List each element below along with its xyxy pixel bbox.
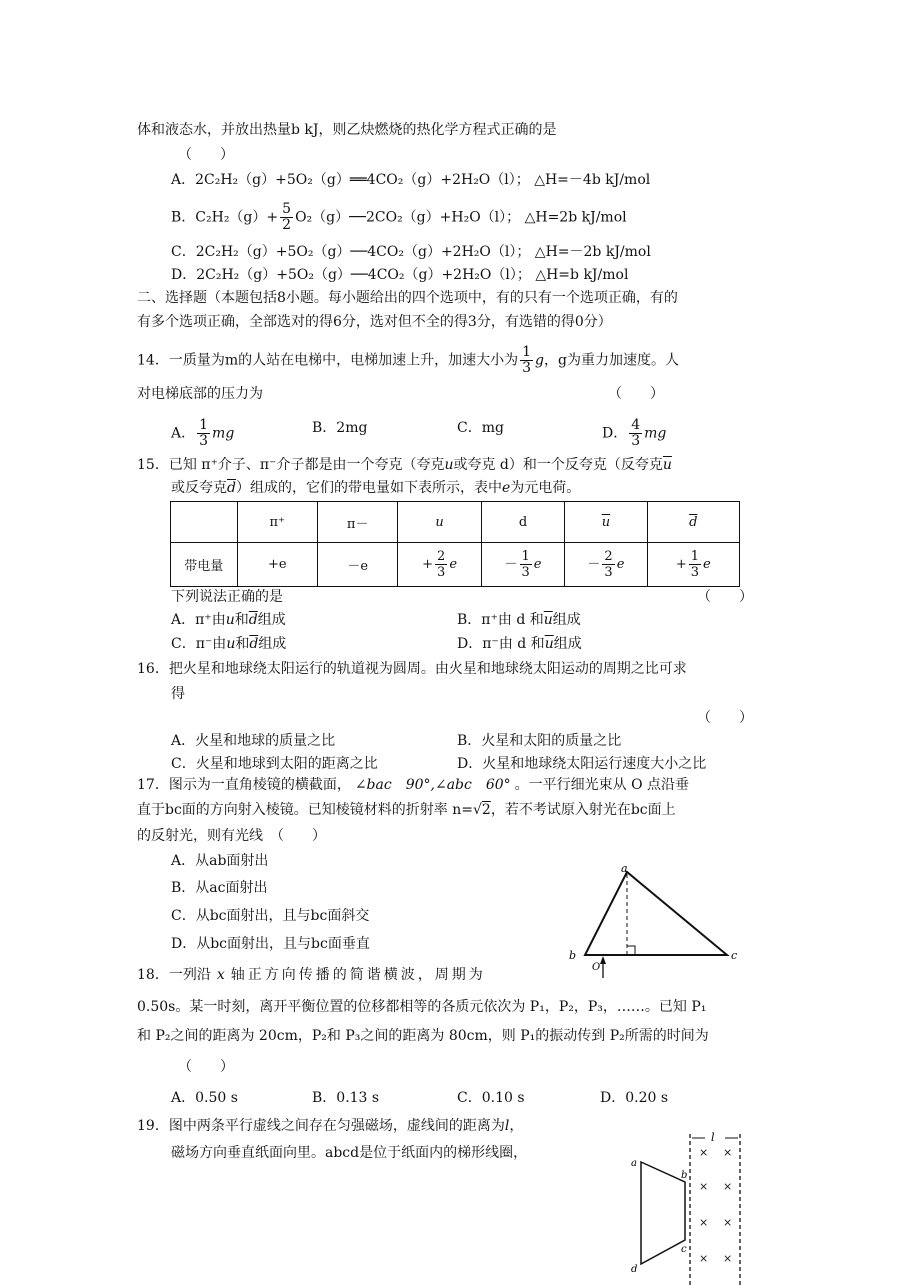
q19-line2: 磁场方向垂直纸面向里。abcd是位于纸面内的梯形线圈， (171, 1145, 528, 1161)
q15-l2b: ）组成的，它们的带电量如下表所示，表中 (235, 480, 502, 496)
q17-l1b: 。一平行细光束从 O 点沿垂 (514, 777, 690, 793)
table-cell-pi-minus: －e (317, 543, 397, 587)
right-angle-mark (627, 946, 635, 955)
table-cell-pi-plus: +e (237, 543, 317, 587)
q15-line1 (137, 455, 672, 475)
cell-dbar-frac (689, 549, 701, 580)
q15-c-bar: $\overline{d}$ (249, 636, 259, 652)
q15-l1-ubar: $\overline{u}$ (662, 457, 672, 473)
label-d: d (631, 1264, 638, 1275)
q14-opt-a-num: 1 (199, 417, 209, 433)
q14-line2: 对电梯底部的压力为 (137, 386, 263, 402)
ray-arrow-icon (600, 956, 606, 964)
q15-c-post: 组成 (258, 636, 287, 652)
q15-d-bar: $\overline{u}$ (544, 636, 554, 652)
q13-frac-den: 2 (282, 217, 292, 233)
q15-d-pre: D．π⁻由 d 和 (457, 636, 545, 652)
q16-option-d: D．火星和地球绕太阳运行速度大小之比 (457, 756, 707, 772)
q14-frac-den: 3 (522, 360, 532, 376)
q17-l1a: 17．图示为一直角棱镜的横截面， (137, 777, 351, 793)
table-cell-dbar (647, 543, 739, 587)
q18-l1a: 18．一列沿 (137, 967, 211, 983)
magnetic-field-figure (625, 1126, 775, 1286)
q15-l1b: 或夸克 d）和一个反夸克（反夸克 (453, 457, 663, 473)
field-cross-icon: × (723, 1146, 733, 1159)
q14-var: g (535, 352, 544, 369)
q18-line3: 和 P₂之间的距离为 20cm，P₂和 P₃之间的距离为 80cm，则 P₁的振动传到 P₂所需的时间为 (137, 1028, 709, 1044)
prism-triangle (585, 872, 727, 955)
label-a: a (631, 1158, 637, 1169)
cell-dbar-sign: + (675, 557, 687, 572)
q15-l1-u: u (444, 457, 454, 473)
cell-dbar-e: e (703, 557, 711, 572)
q18-option-d: D．0.20 s (600, 1090, 669, 1106)
q15-c-mid: 和 (235, 636, 250, 652)
q18-option-c: C．0.10 s (457, 1090, 525, 1106)
field-cross-icon: × (699, 1252, 709, 1265)
q19-l1a: 19．图中两条平行虚线之间存在匀强磁场，虚线间的距离为 (137, 1118, 505, 1134)
q17-option-c: C．从bc面射出，且与bc面斜交 (171, 908, 370, 924)
q15-line2 (171, 478, 580, 498)
q13-line1: 体和液态水，并放出热量b kJ，则乙炔燃烧的热化学方程式正确的是 (137, 122, 557, 138)
q13-frac-num: 5 (282, 201, 292, 217)
q13-option-b-pre: B．C₂H₂（g）+ (171, 209, 279, 226)
q14-opt-a-var: mg (212, 425, 235, 442)
cell-d-sign: － (504, 557, 518, 572)
q17-l2b: ，若不考试原入射光在bc面上 (490, 802, 676, 818)
q18-bracket: （ ） (178, 1059, 234, 1075)
field-cross-icon: × (723, 1180, 733, 1193)
cell-ubar-sign: － (587, 557, 601, 572)
q14-opt-a-label: A． (171, 425, 196, 442)
q16-bracket: （ ） (697, 710, 753, 726)
q14-opt-d-label: D． (602, 425, 628, 442)
q15-c-pre: C．π⁻由 (171, 636, 227, 652)
cell-ubar-num: 2 (604, 549, 613, 564)
q13-bracket: （ ） (178, 147, 234, 163)
table-header-pi-plus: π⁺ (237, 502, 317, 543)
q14-opt-d-var: mg (644, 425, 667, 442)
cell-dbar-num: 1 (690, 549, 700, 564)
q15-a-u: u (225, 612, 235, 628)
q19-l1b: ， (509, 1118, 524, 1134)
label-c: c (681, 1244, 687, 1255)
q14-opt-a-frac (197, 418, 210, 449)
cell-u-sign: + (422, 557, 434, 572)
q16-line1: 16．把火星和地球绕太阳运行的轨道视为圆周。由火星和地球绕太阳运动的周期之比可求 (137, 661, 687, 677)
cell-d-frac (520, 549, 532, 580)
q14-option-a (171, 418, 234, 449)
cell-u-num: 2 (437, 549, 446, 564)
width-label-l: l (711, 1131, 715, 1144)
q15-d-post: 组成 (553, 636, 582, 652)
q15-bracket: （ ） (697, 589, 753, 605)
prism-figure (565, 860, 745, 980)
table-header-pi-minus: π－ (317, 502, 397, 543)
q15-a-pre: A．π⁺由 (171, 612, 226, 628)
q16-option-a: A．火星和地球的质量之比 (171, 733, 336, 749)
q14-bracket: （ ） (608, 386, 664, 402)
label-b: b (569, 949, 577, 962)
q15-option-a (171, 610, 286, 630)
q14-option-c: C．mg (457, 420, 504, 436)
q14-post: ，g为重力加速度。人 (543, 352, 679, 369)
q13-option-d: D．2C₂H₂（g）+5O₂（g）──4CO₂（g）+2H₂O（l）； △H=b kJ/mol (171, 267, 629, 283)
q15-a-post: 组成 (257, 612, 286, 628)
q15-l2c: 为元电荷。 (510, 480, 581, 496)
cell-ubar-den: 3 (604, 565, 613, 580)
table-header-u: u (398, 502, 481, 543)
label-o: O (592, 962, 601, 973)
q14-opt-d-den: 3 (631, 433, 641, 449)
q16-line2: 得 (171, 686, 185, 702)
q15-l2-dbar: $\overline{d}$ (227, 480, 236, 496)
table-row-label: 带电量 (171, 543, 238, 587)
q17-line3: 的反射光，则有光线 （ ） (137, 828, 326, 844)
q18-option-b: B．0.13 s (312, 1090, 380, 1106)
q14-option-d (602, 418, 666, 449)
charge-table (170, 501, 740, 587)
q17-option-a: A．从ab面射出 (171, 853, 269, 869)
q13-option-b-post: O₂（g）──2CO₂（g）+H₂O（l）； △H=2b kJ/mol (295, 209, 627, 226)
cell-ubar-e: e (616, 557, 625, 572)
q13-option-c: C．2C₂H₂（g）+5O₂（g）──4CO₂（g）+2H₂O（l）； △H=－2b kJ/mol (171, 244, 651, 260)
cell-ubar-frac (602, 549, 614, 580)
label-a: a (621, 862, 628, 875)
table-header-ubar: $\overline{u}$ (565, 502, 647, 543)
field-cross-icon: × (699, 1146, 709, 1159)
q15-l2-e: e (501, 480, 511, 496)
q18-line1 (137, 965, 486, 985)
q15-b-post: 组成 (552, 612, 581, 628)
q18-option-a: A．0.50 s (171, 1090, 238, 1106)
cell-d-e: e (533, 557, 542, 572)
section2-line2: 有多个选项正确，全部选对的得6分，选对但不全的得3分，有选错的得0分） (137, 314, 612, 330)
q18-l1b: 轴正方向传播的简谐横波，周期为 (230, 967, 486, 983)
q15-option-b (457, 610, 581, 630)
q15-l1a: 15．已知 π⁺介子、π⁻介子都是由一个夸克（夸克 (137, 457, 445, 473)
q18-line2: 0.50s。某一时刻，离开平衡位置的位移都相等的各质元依次为 P₁，P₂，P₃，……。已知 P₁ (137, 999, 707, 1015)
label-b: b (681, 1170, 688, 1181)
q17-option-d: D．从bc面射出，且与bc面垂直 (171, 936, 370, 952)
field-cross-icon: × (723, 1216, 733, 1229)
q14-fraction (520, 345, 533, 376)
cell-u-frac (435, 549, 447, 580)
q13-option-b (171, 202, 627, 233)
q17-line2 (137, 800, 676, 820)
field-cross-icon: × (699, 1180, 709, 1193)
q15-b-pre: B．π⁺由 d 和 (457, 612, 544, 628)
q13-fraction (280, 202, 293, 233)
q18-x: x (216, 967, 225, 983)
field-cross-icon: × (699, 1216, 709, 1229)
trapezoid-coil (641, 1162, 688, 1264)
table-header-empty (171, 502, 238, 543)
q14-opt-d-num: 4 (631, 417, 641, 433)
q19-l: l (504, 1118, 510, 1134)
table-header-d: d (481, 502, 564, 543)
q14-opt-a-den: 3 (199, 433, 209, 449)
q19-line1 (137, 1116, 523, 1136)
q15-below: 下列说法正确的是 (171, 589, 283, 605)
q14-option-b: B．2mg (312, 420, 368, 436)
label-c: c (731, 949, 738, 962)
sqrt-sign: √ (473, 802, 482, 818)
table-cell-u (398, 543, 481, 587)
table-header-dbar: $\overline{d}$ (647, 502, 739, 543)
q17-l2a: 直于bc面的方向射入棱镜。已知棱镜材料的折射率 n= (137, 802, 473, 818)
field-cross-icon: × (723, 1252, 733, 1265)
cell-d-num: 1 (521, 549, 530, 564)
q15-l2a: 或反夸克 (171, 480, 227, 496)
q14-opt-d-frac (629, 418, 642, 449)
q15-a-mid: 和 (234, 612, 249, 628)
table-cell-ubar (565, 543, 647, 587)
cell-u-e: e (449, 557, 458, 572)
q15-a-bar: $\overline{d}$ (248, 612, 258, 628)
q14-line1 (137, 345, 679, 376)
q15-c-u: u (226, 636, 236, 652)
q16-option-c: C．火星和地球到太阳的距离之比 (171, 756, 378, 772)
q16-option-b: B．火星和太阳的质量之比 (457, 733, 622, 749)
q15-b-bar: $\overline{u}$ (543, 612, 553, 628)
q14-pre: 14．一质量为m的人站在电梯中，电梯加速上升，加速大小为 (137, 352, 519, 369)
table-cell-d (481, 543, 564, 587)
q15-option-d (457, 634, 582, 654)
q13-option-a: A．2C₂H₂（g）+5O₂（g）══4CO₂（g）+2H₂O（l）； △H=－4b kJ/mol (171, 172, 651, 188)
q17-line1 (137, 775, 689, 795)
q17-option-b: B．从ac面射出 (171, 880, 268, 896)
q15-option-c (171, 634, 286, 654)
cell-d-den: 3 (521, 565, 530, 580)
q17-angles: ∠bac 90°,∠abc 60° (354, 777, 511, 793)
q17-sqrt-value: 2 (481, 802, 491, 818)
cell-dbar-den: 3 (690, 565, 700, 580)
cell-u-den: 3 (437, 565, 446, 580)
section2-line1: 二、选择题（本题包括8小题。每小题给出的四个选项中，有的只有一个选项正确，有的 (137, 290, 678, 306)
q14-frac-num: 1 (522, 344, 532, 360)
